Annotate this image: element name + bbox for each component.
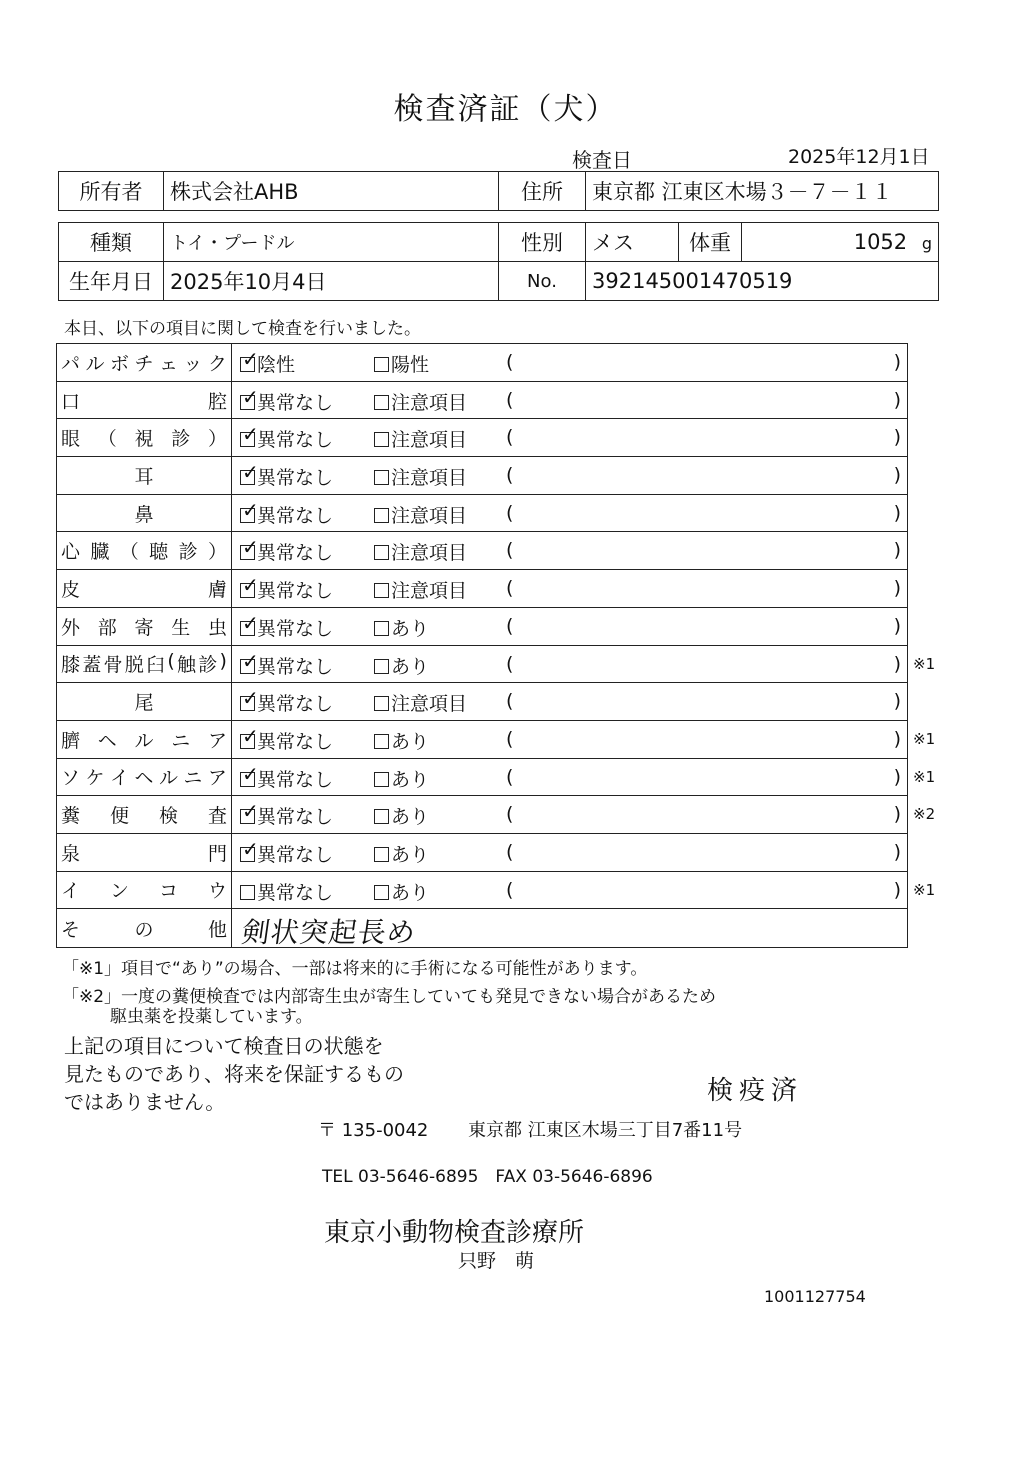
option-label: 注意項目 [391, 467, 468, 490]
option-abnormal[interactable] [374, 802, 429, 829]
item-name: 鼻 [134, 503, 154, 526]
footnote-2: 「※2」一度の糞便検査では内部寄生虫が寄生していても発見できない場合があるため [62, 987, 717, 1007]
other-value-cell [232, 909, 908, 948]
item-name: 膝 蓋 骨 脱 臼 ( 触 診 ) [61, 650, 227, 677]
option-label: 異常なし [257, 693, 334, 716]
option-label: 異常なし [257, 730, 334, 753]
checkbox[interactable] [374, 809, 389, 824]
inspection-row [57, 720, 908, 758]
checkbox[interactable] [240, 836, 259, 862]
checkbox[interactable] [240, 799, 259, 824]
option-abnormal[interactable] [374, 501, 467, 528]
item-result-cell [232, 683, 908, 721]
breed-label: 種類 [59, 223, 164, 262]
checkbox[interactable] [374, 583, 389, 598]
footnote-mark: ※2 [913, 805, 936, 824]
check-mark-icon: ✓ [242, 799, 259, 824]
inspection-row [57, 570, 908, 608]
remark-open-paren: ( [506, 803, 514, 826]
item-result-cell [232, 871, 908, 909]
remark-open-paren: ( [506, 727, 514, 750]
option-label: 陽性 [391, 354, 430, 376]
remark-open-paren: ( [506, 614, 514, 637]
item-result-cell [232, 570, 908, 608]
checkbox[interactable] [374, 772, 389, 787]
item-name-cell [57, 833, 232, 871]
item-name-cell [57, 758, 232, 796]
checkbox[interactable] [240, 885, 255, 900]
checkbox[interactable] [374, 508, 389, 523]
clinic-address: 東京都 江東区木場三丁目7番11号 [468, 1120, 743, 1141]
option-abnormal[interactable] [374, 425, 467, 452]
option-label: 異常なし [257, 768, 334, 791]
remark-close-paren: ) [893, 614, 901, 637]
footnote-mark: ※1 [913, 767, 936, 786]
option-label: あり [391, 730, 430, 753]
option-abnormal[interactable] [374, 463, 467, 490]
remark-close-paren: ) [893, 539, 901, 562]
remark-close-paren: ) [893, 727, 901, 750]
checkbox[interactable] [240, 648, 259, 674]
checkbox[interactable] [240, 422, 259, 447]
footnote-2-cont: 駆虫薬を投薬しています。 [110, 1007, 313, 1027]
option-label: 異常なし [257, 504, 334, 527]
remark-open-paren: ( [506, 765, 514, 788]
footnote-mark: ※1 [913, 730, 936, 748]
checkbox[interactable] [240, 610, 259, 636]
item-name: 耳 [134, 465, 154, 488]
option-normal[interactable] [240, 347, 296, 377]
item-result-cell [232, 720, 908, 758]
remark-open-paren: ( [506, 464, 514, 487]
item-result-cell [232, 381, 908, 419]
weight-unit: g [921, 234, 932, 253]
item-name: 糞 便 検 査 [61, 805, 227, 828]
option-label: 注意項目 [391, 429, 468, 452]
option-label: あり [391, 655, 430, 678]
check-mark-icon: ✓ [242, 723, 259, 748]
item-name-cell [57, 344, 232, 382]
check-mark-icon: ✓ [242, 422, 259, 447]
item-name: 皮 膚 [61, 578, 227, 601]
option-label: 異常なし [257, 467, 334, 490]
item-result-cell [232, 645, 908, 683]
disclaimer [64, 1032, 404, 1116]
option-normal[interactable] [240, 573, 334, 603]
remark-close-paren: ) [893, 501, 901, 524]
other-handwritten: 剣状突起長め [239, 916, 419, 950]
sex-value: メス [586, 223, 679, 262]
check-mark-icon: ✓ [242, 761, 259, 786]
check-mark-icon: ✓ [242, 497, 259, 522]
footnote-mark: ※1 [913, 880, 936, 899]
option-abnormal[interactable] [374, 652, 429, 679]
intro-text: 本日、以下の項目に関して検査を行いました。 [64, 319, 421, 339]
remark-close-paren: ) [893, 577, 901, 600]
item-name: ソ ケ イ ヘ ル ニ ア [61, 767, 227, 790]
inspection-row [57, 683, 908, 721]
option-abnormal[interactable] [374, 576, 467, 603]
option-label: 陰性 [257, 354, 296, 376]
weight-cell [742, 223, 939, 262]
option-label: 注意項目 [391, 391, 468, 414]
option-abnormal[interactable] [374, 388, 467, 415]
remark-close-paren: ) [893, 803, 901, 826]
item-name-cell [57, 607, 232, 645]
option-abnormal[interactable] [374, 840, 429, 867]
checkbox[interactable] [240, 347, 259, 372]
clinic-tel-fax: TEL 03-5646-6895 FAX 03-5646-6896 [322, 1167, 653, 1187]
option-label: あり [391, 806, 430, 829]
option-label: 注意項目 [391, 542, 468, 565]
inspection-row [57, 419, 908, 457]
option-normal[interactable] [240, 648, 334, 679]
dob-label: 生年月日 [59, 262, 164, 301]
option-normal[interactable] [240, 799, 334, 829]
option-normal[interactable] [240, 761, 334, 792]
checkbox[interactable] [240, 460, 259, 485]
inspection-row [57, 833, 908, 871]
exam-date-value: 2025年12月1日 [788, 146, 930, 168]
no-value: 392145001470519 [586, 262, 939, 301]
option-label: 異常なし [257, 580, 334, 603]
owner-value: 株式会社AHB [164, 172, 499, 211]
weight-value: 1052 [853, 230, 908, 254]
item-result-cell [232, 758, 908, 796]
checkbox[interactable] [240, 723, 259, 749]
option-label: 異常なし [257, 881, 334, 904]
dob-value: 2025年10月4日 [164, 262, 499, 301]
item-result-cell [232, 607, 908, 645]
exam-date-label: 検査日 [572, 148, 632, 172]
option-label: 異常なし [257, 391, 334, 414]
remark-open-paren: ( [506, 501, 514, 524]
other-label: そ の 他 [61, 918, 227, 941]
checkbox[interactable] [374, 357, 389, 372]
inspection-row [57, 381, 908, 419]
option-abnormal[interactable] [374, 614, 429, 641]
sex-label: 性別 [499, 223, 586, 262]
remark-close-paren: ) [893, 351, 901, 373]
item-result-cell [232, 419, 908, 457]
item-name-cell [57, 871, 232, 909]
no-label: No. [499, 262, 586, 301]
item-name-cell [57, 796, 232, 834]
item-name-cell [57, 381, 232, 419]
option-label: 異常なし [257, 843, 334, 866]
item-result-cell [232, 833, 908, 871]
option-normal[interactable] [240, 460, 334, 490]
inspection-row [57, 344, 908, 382]
item-name-cell [57, 683, 232, 721]
item-name-cell [57, 457, 232, 495]
remark-open-paren: ( [506, 539, 514, 562]
item-name: 臍 ヘ ル ニ ア [61, 729, 227, 752]
remark-open-paren: ( [506, 388, 514, 411]
clinic-name: 東京小動物検査診療所 [324, 1218, 585, 1248]
option-normal[interactable] [240, 535, 334, 565]
checkbox[interactable] [374, 734, 389, 749]
remark-close-paren: ) [893, 388, 901, 411]
checkbox[interactable] [374, 432, 389, 447]
address-value: 東京都 江東区木場３－７－１１ [586, 172, 939, 211]
option-normal[interactable] [240, 686, 334, 716]
inspection-row [57, 796, 908, 834]
checkbox[interactable] [240, 535, 259, 560]
inspection-row [57, 532, 908, 570]
inspection-row [57, 758, 908, 796]
item-name-cell [57, 532, 232, 570]
remark-close-paren: ) [893, 690, 901, 713]
option-label: あり [391, 881, 430, 904]
address-label: 住所 [499, 172, 586, 211]
item-name-cell [57, 720, 232, 758]
option-abnormal[interactable] [374, 878, 429, 905]
disclaimer-line-3: ではありません。 [64, 1090, 226, 1114]
option-label: 異常なし [257, 542, 334, 565]
option-label: あり [391, 768, 430, 791]
postal-code: 〒 135-0042 [318, 1120, 429, 1141]
option-label: あり [391, 843, 430, 866]
check-mark-icon: ✓ [242, 384, 259, 409]
option-normal[interactable] [240, 878, 333, 905]
option-label: 注意項目 [391, 580, 468, 603]
option-abnormal[interactable] [374, 350, 429, 377]
weight-label: 体重 [679, 223, 742, 262]
inspection-row [57, 607, 908, 645]
checkbox[interactable] [374, 470, 389, 485]
item-name: イ ン コ ウ [61, 880, 227, 903]
option-label: 異常なし [257, 429, 334, 452]
document-title: 検査済証（犬） [393, 92, 618, 127]
check-mark-icon: ✓ [242, 573, 259, 598]
inspection-row [57, 494, 908, 532]
checkbox[interactable] [240, 686, 259, 711]
other-label-cell [57, 909, 232, 948]
remark-close-paren: ) [893, 840, 901, 863]
checkbox[interactable] [374, 621, 389, 636]
option-normal[interactable] [240, 723, 334, 754]
option-abnormal[interactable] [374, 727, 429, 754]
inspection-row [57, 871, 908, 909]
remark-open-paren: ( [506, 690, 514, 713]
option-normal[interactable] [240, 422, 334, 452]
check-mark-icon: ✓ [242, 610, 259, 635]
serial-number: 1001127754 [764, 1287, 866, 1306]
item-name: パ ル ボ チ ェ ッ ク [61, 352, 227, 375]
item-result-cell [232, 532, 908, 570]
check-mark-icon: ✓ [242, 648, 259, 673]
check-mark-icon: ✓ [242, 460, 259, 485]
option-abnormal[interactable] [374, 765, 429, 792]
checkbox[interactable] [374, 545, 389, 560]
item-name: 心 臓 （ 聴 診 ） [61, 541, 227, 564]
disclaimer-line-1: 上記の項目について検査日の状態を [64, 1034, 384, 1058]
remark-open-paren: ( [506, 351, 514, 373]
option-normal[interactable] [240, 836, 334, 867]
option-label: 異常なし [257, 806, 334, 829]
check-mark-icon: ✓ [242, 535, 259, 560]
checkbox[interactable] [374, 395, 389, 410]
owner-table [58, 171, 939, 211]
item-result-cell [232, 457, 908, 495]
option-normal[interactable] [240, 384, 334, 415]
option-label: 注意項目 [391, 693, 468, 716]
option-label: 異常なし [257, 655, 334, 678]
checkbox[interactable] [240, 761, 259, 787]
doctor-name: 只野 萌 [458, 1250, 535, 1272]
checkbox[interactable] [374, 847, 389, 862]
item-name: 尾 [134, 692, 154, 715]
inspection-row [57, 457, 908, 495]
option-label: 注意項目 [391, 504, 468, 527]
footnote-mark: ※1 [913, 654, 936, 673]
item-name-cell [57, 570, 232, 608]
remark-close-paren: ) [893, 878, 901, 901]
breed-value: トイ・プードル [164, 223, 499, 262]
checkbox[interactable] [374, 659, 389, 674]
disclaimer-line-2: 見たものであり、将来を保証するもの [64, 1062, 404, 1086]
check-mark-icon: ✓ [242, 836, 259, 861]
inspection-row [57, 645, 908, 683]
item-name-cell [57, 419, 232, 457]
item-name-cell [57, 645, 232, 683]
option-normal[interactable] [240, 497, 334, 528]
item-name-cell [57, 494, 232, 532]
item-name: 泉 門 [61, 842, 227, 865]
checkbox[interactable] [240, 573, 259, 598]
remark-open-paren: ( [506, 652, 514, 675]
item-result-cell [232, 796, 908, 834]
checkbox[interactable] [374, 885, 389, 900]
checkbox[interactable] [240, 497, 259, 523]
item-name: 眼 （ 視 診 ） [61, 428, 227, 451]
option-abnormal[interactable] [374, 538, 467, 565]
option-abnormal[interactable] [374, 689, 467, 716]
item-result-cell [232, 494, 908, 532]
option-normal[interactable] [240, 610, 334, 641]
remark-open-paren: ( [506, 878, 514, 901]
pet-table [58, 222, 939, 301]
check-mark-icon: ✓ [242, 686, 259, 711]
remark-open-paren: ( [506, 577, 514, 600]
remark-close-paren: ) [893, 426, 901, 449]
remark-close-paren: ) [893, 652, 901, 675]
item-name: 外 部 寄 生 虫 [61, 616, 227, 639]
item-name: 口 腔 [61, 390, 227, 413]
inspection-table [56, 343, 908, 948]
item-result-cell [232, 344, 908, 382]
option-label: あり [391, 617, 430, 640]
footnote-1: 「※1」項目で“あり”の場合、一部は将来的に手術になる可能性があります。 [62, 959, 648, 979]
quarantine-stamp: 検疫済 [707, 1076, 804, 1106]
check-mark-icon: ✓ [242, 347, 259, 371]
option-label: 異常なし [257, 617, 334, 640]
remark-open-paren: ( [506, 426, 514, 449]
remark-close-paren: ) [893, 765, 901, 788]
owner-label: 所有者 [59, 172, 164, 211]
checkbox[interactable] [374, 696, 389, 711]
remark-close-paren: ) [893, 464, 901, 487]
remark-open-paren: ( [506, 840, 514, 863]
checkbox[interactable] [240, 384, 259, 410]
